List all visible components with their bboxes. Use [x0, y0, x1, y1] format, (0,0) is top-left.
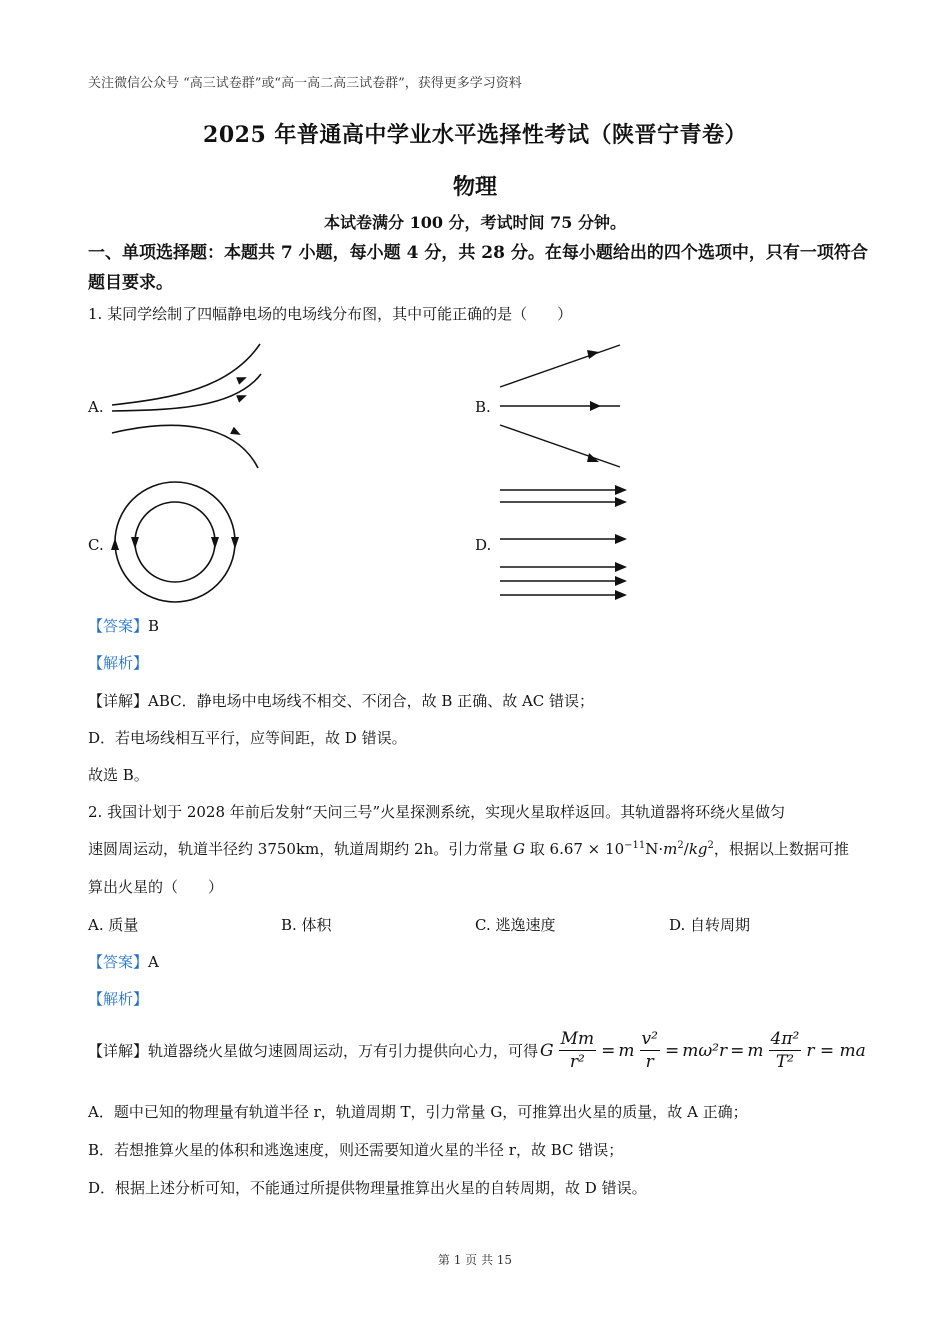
q1-detail-1 — [88, 690, 594, 711]
q2-detail-formula-line — [88, 1028, 866, 1073]
formula-eq: = — [664, 1040, 680, 1061]
formula-eq: = — [601, 1040, 616, 1061]
stem-exponent: −11 — [624, 840, 646, 851]
figure-d-field-lines — [495, 480, 635, 605]
unit-m-exp: 2 — [677, 840, 684, 851]
q1-detail-2: D．若电场线相互平行，应等间距，故 D 错误。 — [88, 729, 407, 747]
formula-eq: = — [730, 1040, 745, 1061]
unit-slash: / — [683, 840, 689, 858]
q2-detail-a: A．题中已知的物理量有轨道半径 r，轨道周期 T，引力常量 G，可推算出火星的质量，故 A 正确； — [88, 1103, 748, 1121]
section-heading: 一、单项选择题：本题共 7 小题，每小题 4 分，共 28 分。在每小题给出的四个选项中，只有一项符合题目要求。 — [88, 243, 868, 293]
q2-option-c: C. 逃逸速度 — [475, 916, 556, 934]
formula-frac-mm-r2 — [559, 1028, 597, 1073]
frac-den: r — [645, 1052, 654, 1072]
q1-label-d: D. — [475, 536, 492, 554]
formula-frac-v2-r — [640, 1028, 660, 1073]
formula-frac-4pi2-t2 — [769, 1028, 802, 1073]
q1-analysis-tag: 【解析】 — [88, 654, 149, 672]
const-g: G — [513, 840, 525, 858]
frac-den: T² — [775, 1052, 794, 1072]
formula-mw2r: mω²r — [682, 1040, 728, 1061]
q2-stem-line2 — [88, 838, 849, 859]
q2-option-d: D. 自转周期 — [669, 916, 751, 934]
page-footer: 第 1 页 共 15 — [437, 1253, 513, 1267]
stem-tail: ，根据以上数据可推 — [713, 840, 849, 858]
unit-m: m — [663, 840, 678, 858]
answer-tag: 【答案】 — [88, 617, 149, 635]
formula-m: m — [747, 1040, 764, 1061]
stem-unit-n: N· — [645, 840, 664, 858]
detail-tag: 【详解】 — [88, 1042, 149, 1060]
exam-note: 本试卷满分 100 分，考试时间 75 分钟。 — [324, 213, 626, 232]
detail-intro: 轨道器绕火星做匀速圆周运动，万有引力提供向心力，可得 — [148, 1042, 539, 1060]
frac-den: r² — [569, 1052, 585, 1072]
q1-conclusion: 故选 B。 — [88, 766, 149, 784]
q2-detail-b: B．若想推算火星的体积和逃逸速度，则还需要知道火星的半径 r，故 BC 错误； — [88, 1141, 624, 1159]
unit-kg: kg — [688, 840, 708, 858]
formula-g: G — [540, 1040, 554, 1061]
detail-tag: 【详解】 — [88, 692, 149, 710]
q2-stem-line3: 算出火星的（ ） — [88, 878, 224, 896]
stem-number: 取 6.67 × 10 — [524, 840, 625, 858]
frac-num: Mm — [560, 1029, 595, 1049]
figure-c-field-lines — [105, 480, 245, 605]
answer-tag: 【答案】 — [88, 953, 149, 971]
q1-answer — [88, 615, 159, 636]
figure-a-field-lines — [105, 338, 275, 473]
answer-value: A — [148, 953, 159, 971]
formula-tail: r = ma — [806, 1040, 866, 1061]
q2-answer — [88, 951, 159, 972]
exam-title: 2025 年普通高中学业水平选择性考试（陕晋宁青卷） — [203, 122, 747, 148]
formula-m: m — [618, 1040, 635, 1061]
frac-num: v² — [641, 1029, 658, 1049]
q2-detail-d: D．根据上述分析可知，不能通过所提供物理量推算出火星的自转周期，故 D 错误。 — [88, 1179, 647, 1197]
header-note: 关注微信公众号 “高三试卷群”或“高一高二高三试卷群”，获得更多学习资料 — [88, 76, 522, 91]
q1-label-b: B. — [475, 398, 491, 416]
q1-label-c: C. — [88, 536, 104, 554]
figure-b-field-lines — [495, 338, 625, 473]
q2-option-b: B. 体积 — [281, 916, 332, 934]
q2-analysis-tag: 【解析】 — [88, 990, 149, 1008]
stem-text: 速圆周运动，轨道半径约 3750km，轨道周期约 2h。引力常量 — [88, 840, 513, 858]
frac-num: 4π² — [770, 1029, 800, 1049]
detail-text: ABC．静电场中电场线不相交、不闭合，故 B 正确、故 AC 错误； — [148, 692, 595, 710]
gravitation-formula — [540, 1028, 866, 1073]
q2-option-a: A. 质量 — [88, 916, 139, 934]
unit-kg-exp: 2 — [707, 840, 714, 851]
q2-stem-line1: 2. 我国计划于 2028 年前后发射“天问三号”火星探测系统，实现火星取样返回。其轨道器将环绕火星做匀 — [88, 803, 786, 821]
answer-value: B — [148, 617, 160, 635]
q1-stem: 1. 某同学绘制了四幅静电场的电场线分布图，其中可能正确的是（ ） — [88, 305, 573, 323]
subject-title: 物理 — [452, 174, 497, 200]
q1-label-a: A. — [88, 398, 104, 416]
